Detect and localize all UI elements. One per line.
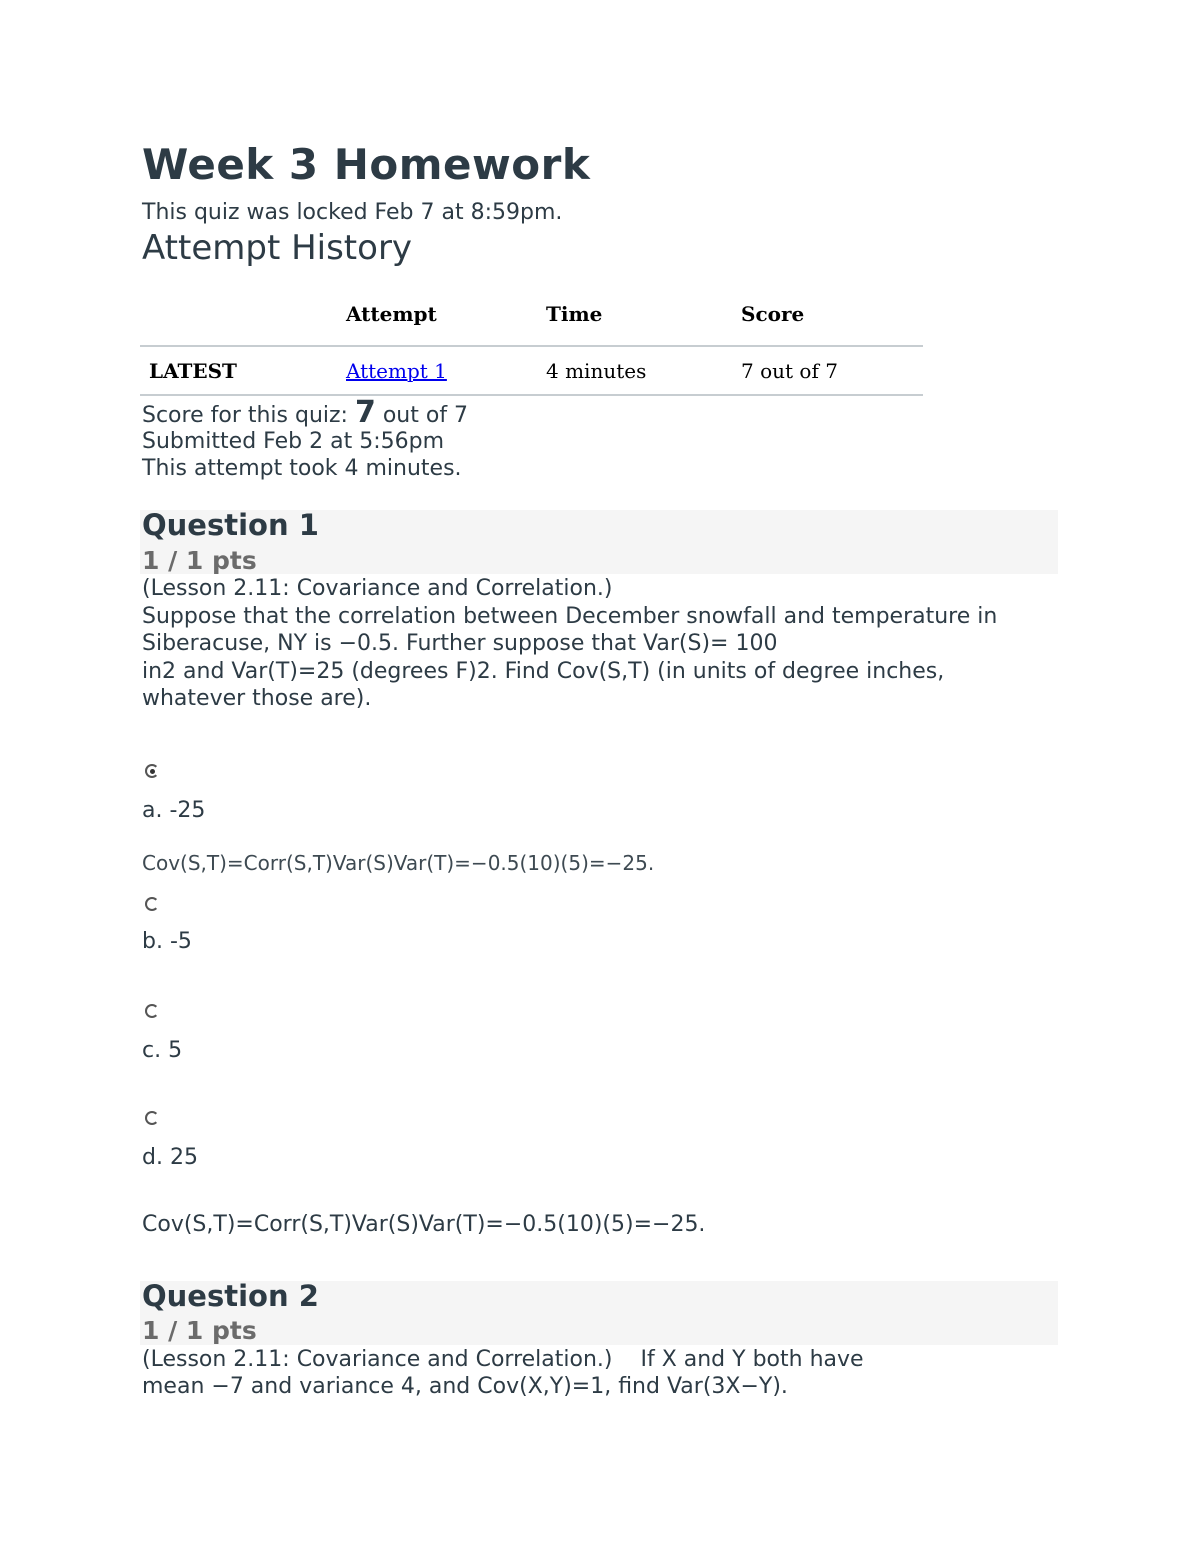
question-text-line: (Lesson 2.11: Covariance and Correlation.) If X and Y both have <box>142 1347 864 1372</box>
question-text-line: whatever those are). <box>142 686 372 711</box>
question-points: 1 / 1 pts <box>142 546 257 575</box>
question-title: Question 2 <box>142 1279 319 1313</box>
question-text-line: Suppose that the correlation between December snowfall and temperature in <box>142 604 998 629</box>
table-bottom-divider <box>140 394 923 396</box>
submitted-time: Submitted Feb 2 at 5:56pm <box>142 429 444 454</box>
column-header-attempt: Attempt <box>346 302 437 326</box>
answer-d-label: d. 25 <box>142 1145 198 1170</box>
lock-notice: This quiz was locked Feb 7 at 8:59pm. <box>142 200 563 225</box>
answer-d-radio[interactable] <box>145 1111 159 1125</box>
column-header-time: Time <box>546 302 603 326</box>
score-suffix: out of 7 <box>375 403 469 428</box>
answer-a-label: a. -25 <box>142 798 206 823</box>
answer-b-radio[interactable] <box>145 897 159 911</box>
table-header-divider <box>140 345 923 347</box>
attempt-history-heading: Attempt History <box>142 228 413 268</box>
question-title: Question 1 <box>142 508 319 542</box>
answer-a-explanation: Cov(S,T)=Corr(S,T)Var(S)Var(T)=−0.5(10)(5)=−25. <box>142 851 655 875</box>
attempt-score: 7 out of 7 <box>741 359 838 383</box>
question-points: 1 / 1 pts <box>142 1316 257 1345</box>
question-explanation: Cov(S,T)=Corr(S,T)Var(S)Var(T)=−0.5(10)(5)=−25. <box>142 1212 706 1237</box>
score-value: 7 <box>354 395 376 430</box>
question-text-line: Siberacuse, NY is −0.5. Further suppose that Var(S)= 100 <box>142 631 778 656</box>
answer-a-radio[interactable] <box>145 764 159 778</box>
page-title: Week 3 Homework <box>142 140 591 189</box>
question-text-line: mean −7 and variance 4, and Cov(X,Y)=1, find Var(3X−Y). <box>142 1374 788 1399</box>
answer-c-label: c. 5 <box>142 1038 183 1063</box>
latest-label: LATEST <box>149 359 237 383</box>
answer-c-radio[interactable] <box>145 1004 159 1018</box>
attempt-duration: This attempt took 4 minutes. <box>142 456 462 481</box>
question-text-line: (Lesson 2.11: Covariance and Correlation.) <box>142 576 613 601</box>
quiz-score <box>142 395 469 430</box>
answer-b-label: b. -5 <box>142 929 192 954</box>
question-text-line: in2 and Var(T)=25 (degrees F)2. Find Cov(S,T) (in units of degree inches, <box>142 659 945 684</box>
attempt-time: 4 minutes <box>546 359 647 383</box>
attempt-1-link[interactable]: Attempt 1 <box>346 359 447 383</box>
column-header-score: Score <box>741 302 805 326</box>
score-prefix: Score for this quiz: <box>142 403 355 428</box>
